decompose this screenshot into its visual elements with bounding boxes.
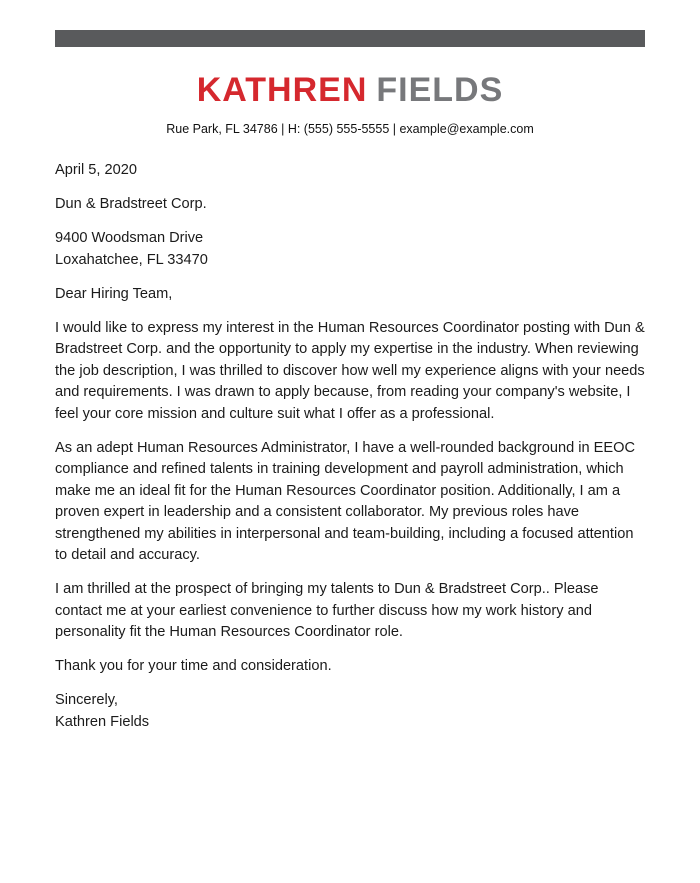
- signature-name: Kathren Fields: [55, 713, 150, 730]
- signature-block: [55, 690, 645, 733]
- header-bar: [55, 30, 645, 47]
- recipient-company: Dun & Bradstreet Corp.: [55, 196, 207, 213]
- page-title: [55, 72, 645, 109]
- first-name: KATHREN: [196, 71, 368, 109]
- paragraph-2: As an adept Human Resources Administrator, I have a well-rounded background in EEOC compliance and refined talents in training development and payroll administration, which make me an ideal fit for the Human Resources Coordinator position. Additionally, I am a proven expert in leadership and a consistent collaborator. My previous roles have strengthened my abilities in interpersonal and team-building, including a focused attention to detail and accuracy.: [55, 439, 636, 564]
- salutation: Dear Hiring Team,: [55, 285, 173, 302]
- letter-date: April 5, 2020: [55, 162, 137, 179]
- contact-info: Rue Park, FL 34786 | H: (555) 555-5555 | example@example.com: [166, 122, 534, 137]
- closing-line: Sincerely,: [55, 692, 118, 709]
- address-line-1: 9400 Woodsman Drive: [55, 230, 204, 247]
- paragraph-3: I am thrilled at the prospect of bringing my talents to Dun & Bradstreet Corp.. Please contact me at your earliest convenience to further discuss how my work history and personality fit the Human Resources Coordinator role.: [55, 581, 599, 641]
- last-name: FIELDS: [376, 71, 504, 109]
- paragraph-1: I would like to express my interest in the Human Resources Coordinator posting with Dun & Bradstreet Corp. and the opportunity to apply my expertise in the industry. When reviewing the job description, I was thrilled to discover how well my experience aligns with your needs and requirements. I was drawn to apply because, from reading your company's website, I feel your core mission and culture suit what I offer as a professional.: [55, 319, 645, 422]
- recipient-address: [55, 228, 645, 271]
- address-line-2: Loxahatchee, FL 33470: [55, 251, 208, 268]
- thank-you-line: Thank you for your time and consideration.: [55, 658, 332, 675]
- letter-body: [55, 160, 645, 733]
